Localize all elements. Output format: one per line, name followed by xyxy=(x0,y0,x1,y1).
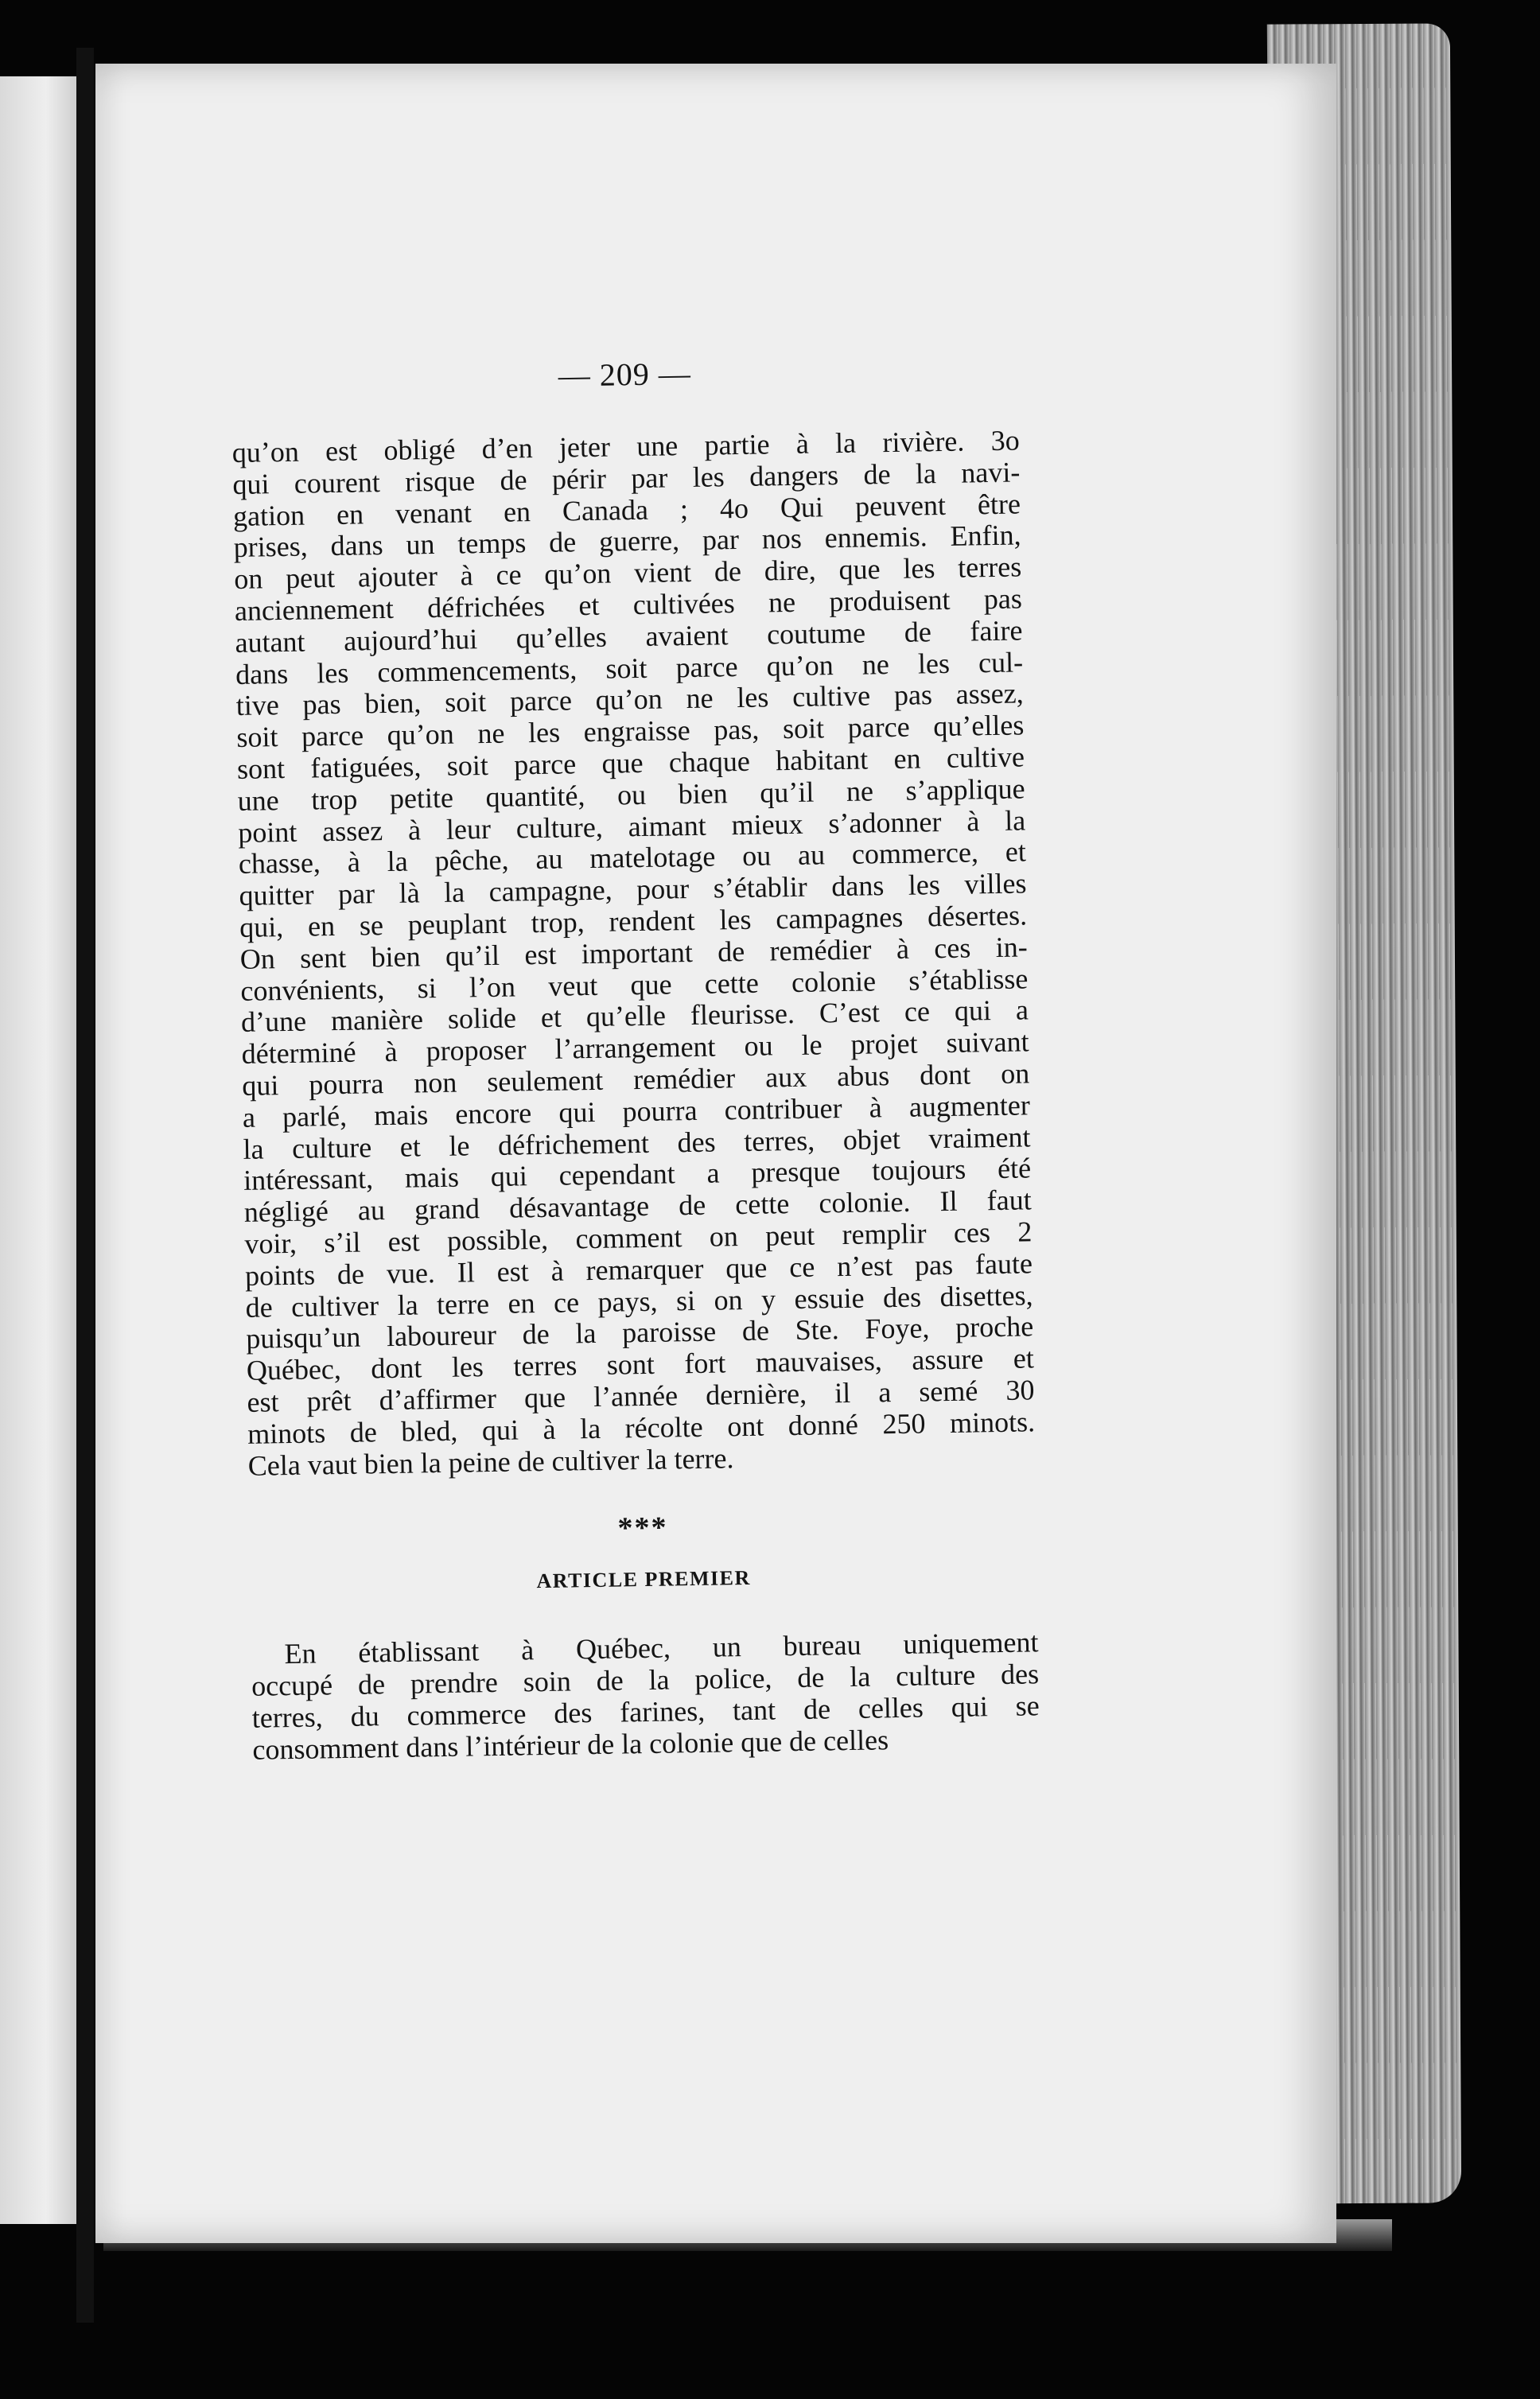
text-line: quitter par là la campagne, pour s’établir dans les villes xyxy=(239,867,1027,912)
text-line: occupé de prendre soin de la police, de la culture des xyxy=(251,1658,1040,1702)
text-line: soit parce qu’on ne les engraisse pas, soit parce qu’elles xyxy=(236,709,1025,754)
text-line: d’une manière solide et qu’elle fleurisse. C’est ce qui a xyxy=(240,993,1029,1039)
text-line: déterminé à proposer l’arrangement ou le projet suivant xyxy=(241,1025,1029,1071)
page-text xyxy=(231,349,1040,1766)
text-line: dans les commencements, soit parce qu’on ne les cul- xyxy=(235,645,1024,690)
text-line: chasse, à la pêche, au matelotage ou au commerce, et xyxy=(238,835,1027,881)
text-line: qui courent risque de périr par les dangers de la navi- xyxy=(232,456,1021,500)
text-line: Cela vaut bien la peine de cultiver la terre. xyxy=(247,1441,734,1482)
text-line: sont fatiguées, soit parce que chaque habitant en cultive xyxy=(236,741,1025,785)
book-gutter xyxy=(76,48,94,2323)
text-line: a parlé, mais encore qui pourra contribuer à augmenter xyxy=(242,1089,1031,1133)
text-line: prises, dans un temps de guerre, par nos ennemis. Enfin, xyxy=(233,519,1021,564)
text-line: minots de bled, qui à la récolte ont donné 250 minots. xyxy=(247,1405,1036,1450)
text-line: convénients, si l’on veut que cette colonie s’établisse xyxy=(240,962,1029,1007)
asterism: *** xyxy=(617,1511,668,1546)
text-line: autant aujourd’hui qu’elles avaient coutume de faire xyxy=(235,614,1023,659)
text-line: qu’on est obligé d’en jeter une partie à la rivière. 3o xyxy=(231,424,1020,469)
text-line: la culture et le défrichement des terres, objet vraiment xyxy=(243,1120,1031,1165)
text-line: anciennement défrichées et cultivées ne produisent pas xyxy=(234,582,1023,627)
facing-page-edge xyxy=(0,76,76,2224)
text-line: gation en venant en Canada ; 4o Qui peuvent être xyxy=(232,488,1021,532)
text-line: qui pourra non seulement remédier aux abus dont on xyxy=(241,1057,1030,1102)
text-line: qui, en se peuplant trop, rendent les campagnes désertes. xyxy=(239,899,1028,943)
text-line: voir, s’il est possible, comment on peut remplir ces 2 xyxy=(244,1215,1032,1260)
article-heading: ARTICLE PREMIER xyxy=(536,1566,751,1593)
page-number: — 209 — xyxy=(558,355,692,394)
text-line: est prêt d’affirmer que l’année dernière, il a semé 30 xyxy=(247,1374,1035,1418)
text-line: points de vue. Il est à remarquer que ce n’est pas faute xyxy=(244,1247,1033,1292)
text-line: de cultiver la terre en ce pays, si on y essuie des disettes, xyxy=(245,1278,1033,1324)
text-line: négligé au grand désavantage de cette colonie. Il faut xyxy=(243,1184,1032,1228)
text-line: Québec, dont les terres sont fort mauvaises, assure et xyxy=(246,1342,1035,1386)
text-line: intéressant, mais qui cependant a presque toujours été xyxy=(243,1152,1032,1197)
text-line: En établissant à Québec, un bureau uniquement xyxy=(284,1626,1039,1670)
text-line: on peut ajouter à ce qu’on vient de dire, que les terres xyxy=(233,550,1022,596)
text-line: puisqu’un laboureur de la paroisse de Ste. Foye, proche xyxy=(245,1310,1034,1355)
text-line: On sent bien qu’il est important de remédier à ces in- xyxy=(239,931,1028,975)
text-line: point assez à leur culture, aimant mieux s’adonner à la xyxy=(237,803,1026,849)
body-paragraph xyxy=(231,425,1036,1482)
text-line: consomment dans l’intérieur de la colonie que de celles xyxy=(252,1723,889,1766)
article-paragraph xyxy=(251,1627,1040,1767)
text-line: une trop petite quantité, ou bien qu’il ne s’applique xyxy=(237,772,1025,817)
text-line: terres, du commerce des farines, tant de celles qui se xyxy=(251,1689,1040,1734)
text-line: tive pas bien, soit parce qu’on ne les cultive pas assez, xyxy=(235,677,1024,722)
